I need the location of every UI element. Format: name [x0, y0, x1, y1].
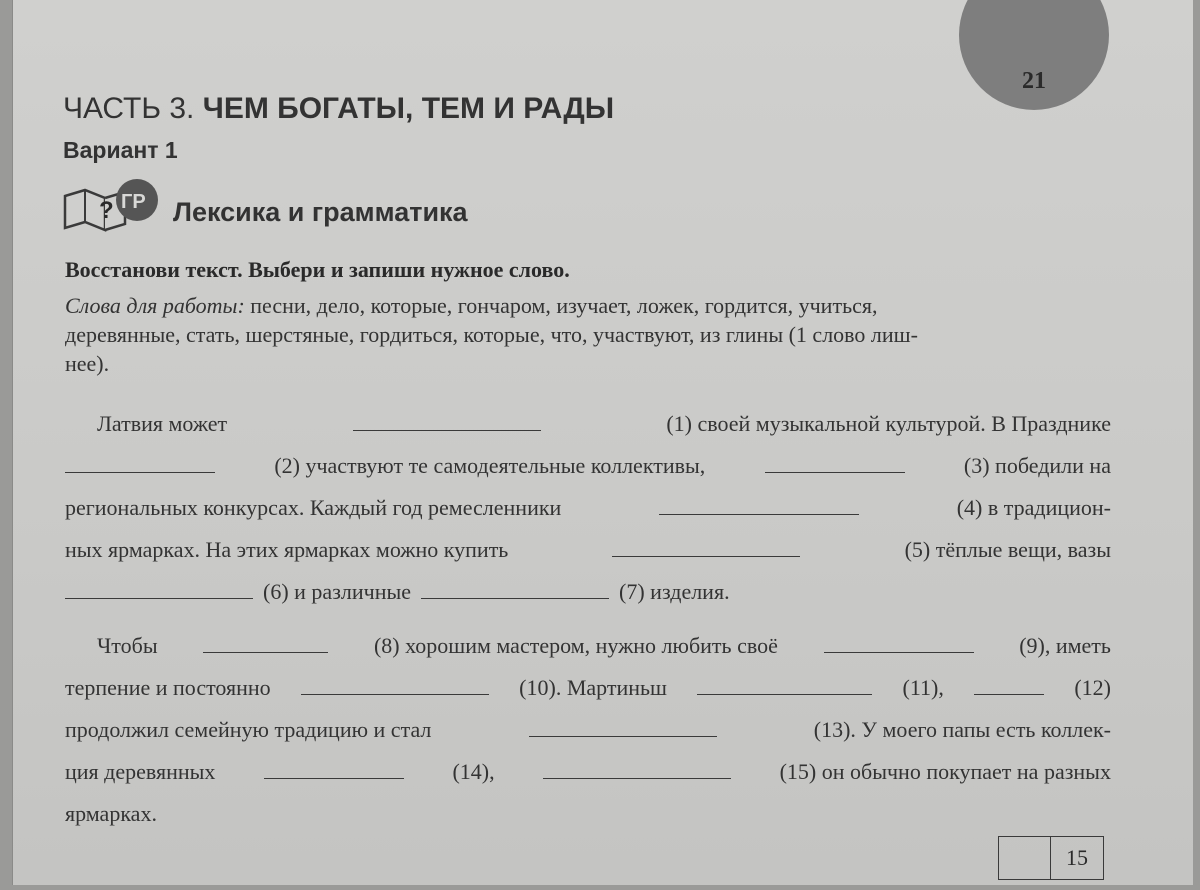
text-fragment: (7) изделия.	[619, 579, 730, 604]
max-score: 15	[1066, 845, 1088, 870]
word-bank-line-3: нее).	[65, 351, 110, 376]
word-bank-line-2: деревянные, стать, шерстяные, гордиться, которые, что, участвуют, из глины (1 слово лиш-	[65, 322, 918, 347]
text-fragment: продолжил семейную традицию и стал	[65, 717, 432, 742]
text-line	[65, 633, 1111, 675]
text-fragment: ярмарках.	[65, 801, 157, 826]
answer-blank-10[interactable]	[301, 694, 489, 695]
part-heading: ЧЕМ БОГАТЫ, ТЕМ И РАДЫ	[202, 92, 615, 125]
text-fragment: (2) участвуют те самодеятельные коллективы,	[274, 453, 706, 478]
text-fragment: (1) своей музыкальной культурой. В Празднике	[666, 411, 1111, 436]
question-mark-glyph: ?	[99, 197, 114, 224]
text-fragment: терпение и постоянно	[65, 675, 271, 700]
word-bank-line-1	[65, 291, 1110, 320]
text-fragment: (12)	[1074, 675, 1111, 700]
text-fragment: (4) в традицион-	[956, 495, 1111, 520]
answer-blank-11[interactable]	[697, 694, 872, 695]
text-fragment: (6) и различные	[263, 579, 412, 604]
text-fragment: региональных конкурсах. Каждый год ремесленники	[65, 495, 562, 520]
answer-blank-14[interactable]	[264, 778, 404, 779]
score-box	[998, 836, 1104, 880]
text-fragment: (9), иметь	[1019, 633, 1111, 658]
text-line	[65, 801, 1111, 843]
text-fragment: (5) тёплые вещи, вазы	[904, 537, 1111, 562]
text-fragment: ных ярмарках. На этих ярмарках можно купить	[65, 537, 509, 562]
text-fragment: Латвия может	[97, 411, 228, 436]
word-bank	[65, 291, 1110, 378]
text-fragment: (14),	[452, 759, 495, 784]
answer-blank-13[interactable]	[529, 736, 717, 737]
task-instruction: Восстанови текст. Выбери и запиши нужное слово.	[65, 257, 570, 282]
gr-badge-label: ГР	[121, 191, 146, 213]
part-title	[63, 92, 614, 126]
text-fragment: (13). У моего папы есть коллек-	[813, 717, 1111, 742]
workbook-page	[12, 0, 1193, 885]
text-line	[65, 759, 1111, 801]
answer-blank-6[interactable]	[65, 598, 253, 599]
answer-blank-5[interactable]	[612, 556, 800, 557]
answer-blank-3[interactable]	[765, 472, 905, 473]
page-number: 21	[1022, 68, 1046, 94]
answer-blank-4[interactable]	[659, 514, 859, 515]
text-line	[65, 579, 1111, 621]
text-line	[65, 717, 1111, 759]
text-fragment: Чтобы	[97, 633, 158, 658]
text-fragment: (11),	[902, 675, 944, 700]
answer-blank-8[interactable]	[203, 652, 328, 653]
answer-blank-9[interactable]	[824, 652, 974, 653]
text-fragment: (3) победили на	[963, 453, 1111, 478]
answer-blank-1[interactable]	[353, 430, 541, 431]
text-fragment: (10). Мартиньш	[519, 675, 667, 700]
text-line	[65, 411, 1111, 453]
grammar-book-icon	[61, 178, 161, 234]
text-line	[65, 453, 1111, 495]
text-line	[65, 675, 1111, 717]
answer-blank-12[interactable]	[974, 694, 1044, 695]
answer-blank-7[interactable]	[421, 598, 609, 599]
word-bank-lead: Слова для работы:	[65, 293, 245, 318]
part-prefix: ЧАСТЬ 3.	[63, 92, 195, 125]
score-input-cell[interactable]	[999, 837, 1051, 879]
text-fragment: ция деревянных	[65, 759, 216, 784]
text-fragment: (15) он обычно покупает на разных	[779, 759, 1111, 784]
text-paragraph-1	[65, 411, 1111, 621]
answer-blank-15[interactable]	[543, 778, 731, 779]
text-line	[65, 495, 1111, 537]
text-line	[65, 537, 1111, 579]
section-title: Лексика и грамматика	[173, 197, 468, 227]
text-paragraph-2	[65, 633, 1111, 843]
text-fragment: (8) хорошим мастером, нужно любить своё	[373, 633, 778, 658]
answer-blank-2[interactable]	[65, 472, 215, 473]
word-bank-text-1: песни, дело, которые, гончаром, изучает, ложек, гордится, учиться,	[250, 293, 878, 318]
variant-label: Вариант 1	[63, 137, 178, 163]
